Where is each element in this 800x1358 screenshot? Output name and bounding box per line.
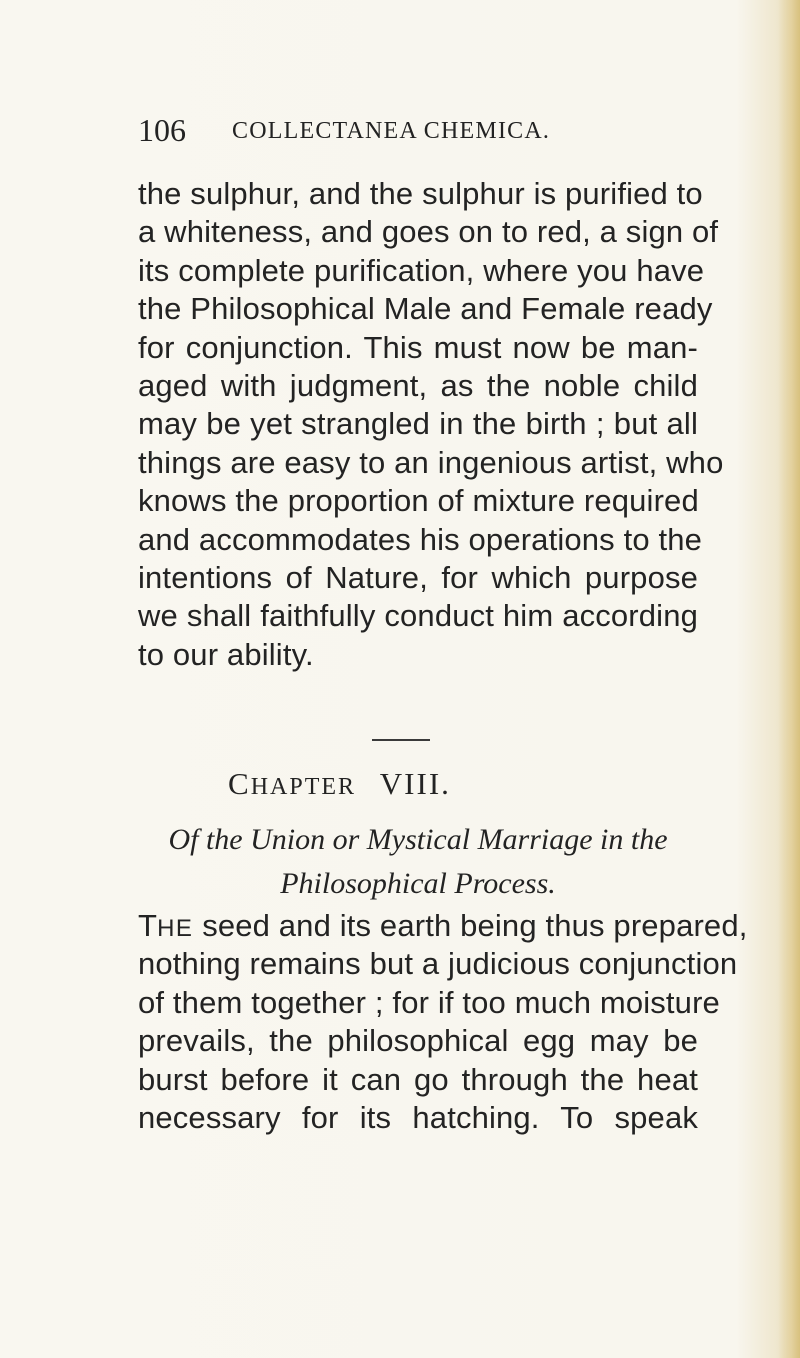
chapter-label-initial: C [228,766,251,801]
section-divider [372,739,430,741]
text-line: prevails, the philosophical egg may be [138,1023,698,1059]
subtitle-line-2: Philosophical Process. [280,867,556,900]
text-line: to our ability. [138,636,314,672]
text-line: for conjunction. This must now be man- [138,329,698,365]
text-line: of them together ; for if too much moisture [138,984,720,1020]
paragraph-continued [138,175,724,674]
chapter-label-rest: HAPTER [250,774,357,800]
running-title: COLLECTANEA CHEMICA. [232,118,551,144]
small-caps-word: HE [157,915,194,942]
text-line: and accommodates his operations to the [138,521,703,557]
chapter-subtitle [138,818,698,906]
text-line: necessary for its hatching. To speak [138,1099,698,1135]
text-line: things are easy to an ingenious artist, who [138,444,724,480]
text-line: we shall faithfully conduct him according [138,598,698,634]
text-line [138,907,748,945]
running-header [138,112,578,152]
paragraph-chapter-start [138,907,748,1137]
text-line: burst before it can go through the heat [138,1061,698,1097]
page-edge-shading [778,0,800,1358]
text-line: aged with judgment, as the noble child [138,367,698,403]
text-line: its complete purification, where you have [138,252,705,288]
text-line: a whiteness, and goes on to red, a sign of [138,214,719,250]
text-line: the Philosophical Male and Female ready [138,291,713,327]
page-number: 106 [138,112,186,148]
text-line: intentions of Nature, for which purpose [138,559,698,595]
text-line: nothing remains but a judicious conjunction [138,946,738,982]
subtitle-line-1: Of the Union or Mystical Marriage in the [168,823,668,856]
text-line: knows the proportion of mixture required [138,483,699,519]
chapter-heading [228,766,588,802]
drop-cap-initial: T [138,908,158,943]
chapter-numeral: VIII. [379,766,451,801]
text-line: the sulphur, and the sulphur is purified to [138,176,703,211]
line-text: seed and its earth being thus prepared, [193,908,748,943]
text-line: may be yet strangled in the birth ; but all [138,406,698,442]
